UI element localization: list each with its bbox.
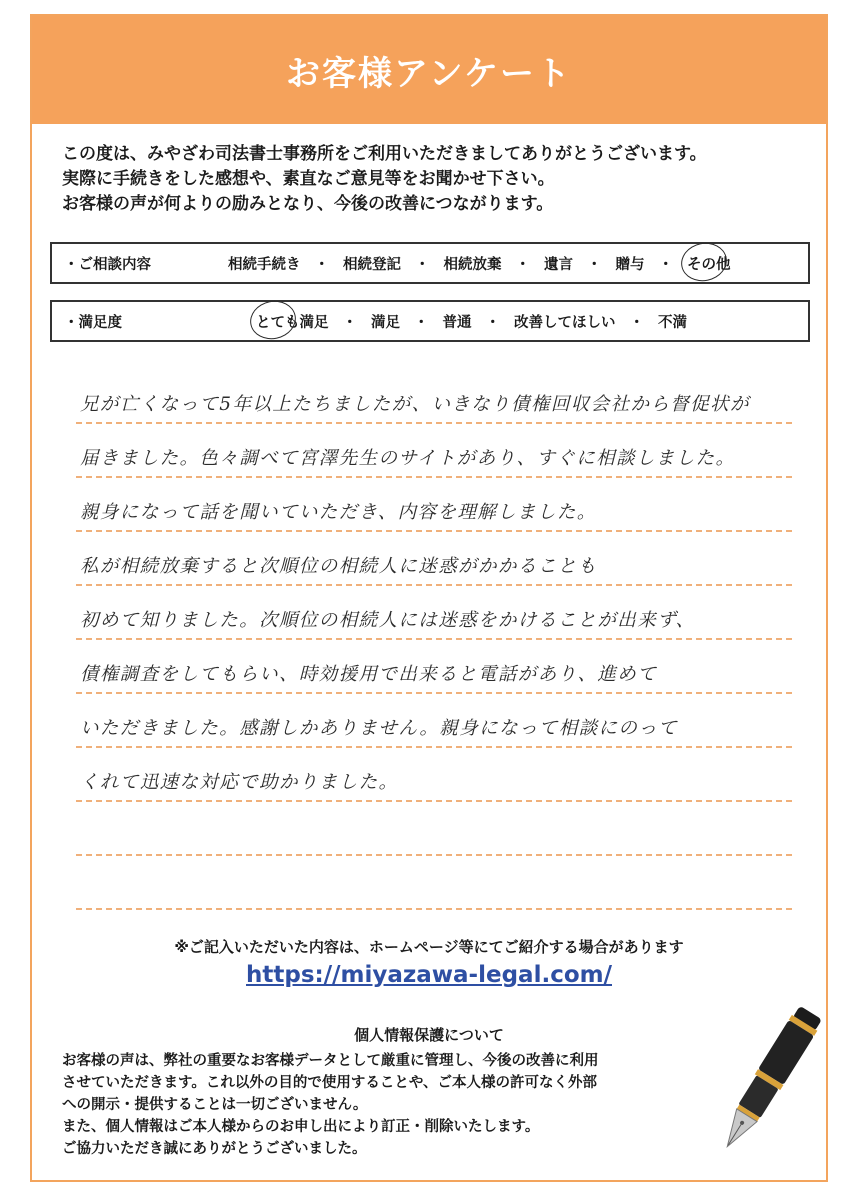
privacy-line: また、個人情報はご本人様からのお申し出により訂正・削除いたします。 (62, 1119, 540, 1135)
comment-line (76, 640, 792, 694)
comment-line (76, 694, 792, 748)
option-souzoku-tetsuzuki[interactable]: 相続手続き (228, 256, 301, 273)
privacy-line: させていただきます。これ以外の目的で使用することや、ご本人様の許可なく外部 (62, 1075, 598, 1091)
satisfaction-box (50, 300, 810, 342)
intro-line: お客様の声が何よりの励みとなり、今後の改善につながります。 (62, 194, 554, 214)
privacy-line: への開示・提供することは一切ございません。 (62, 1097, 368, 1113)
handwritten-text: 届きました。色々調べて宮澤先生のサイトがあり、すぐに相談しました。 (80, 448, 736, 469)
handwritten-text: 初めて知りました。次順位の相続人には迷惑をかけることが出来ず、 (80, 610, 696, 631)
handwritten-text: いただきました。感謝しかありません。親身になって相談にのって (80, 718, 678, 739)
fountain-pen-icon (712, 998, 822, 1172)
intro-line: この度は、みやざわ司法書士事務所をご利用いただきましてありがとうございます。 (62, 144, 707, 164)
comment-line (76, 478, 792, 532)
separator: ・ (587, 256, 602, 273)
option-fuman[interactable]: 不満 (658, 314, 687, 331)
separator: ・ (414, 314, 429, 331)
separator: ・ (515, 256, 530, 273)
separator: ・ (629, 314, 644, 331)
handwritten-text: 兄が亡くなって5年以上たちましたが、いきなり債権回収会社から督促状が (80, 394, 750, 415)
privacy-line: お客様の声は、弊社の重要なお客様データとして厳重に管理し、今後の改善に利用 (62, 1053, 599, 1069)
option-souzoku-houki[interactable]: 相続放棄 (443, 256, 502, 273)
header-band (32, 16, 826, 124)
consultation-label: ・ご相談内容 (64, 256, 151, 273)
website-link[interactable]: https://miyazawa-legal.com/ (246, 962, 612, 988)
intro-text (62, 142, 802, 217)
handwritten-text: くれて迅速な対応で助かりました。 (80, 772, 399, 793)
handwritten-text: 債権調査をしてもらい、時効援用で出来ると電話があり、進めて (80, 664, 658, 685)
option-manzoku[interactable]: 満足 (371, 314, 400, 331)
comment-line (76, 532, 792, 586)
privacy-title: 個人情報保護について (354, 1026, 504, 1044)
consultation-box (50, 242, 810, 284)
separator: ・ (342, 314, 357, 331)
option-totemo-manzoku-selected[interactable]: とても満足 (256, 311, 329, 332)
satisfaction-label: ・満足度 (64, 314, 122, 331)
satisfaction-options (256, 311, 687, 332)
option-sonota-selected[interactable]: その他 (687, 253, 731, 274)
comment-line (76, 748, 792, 802)
comment-line (76, 586, 792, 640)
publication-notice: ※ご記入いただいた内容は、ホームページ等にてご紹介する場合があります (174, 938, 684, 956)
separator: ・ (415, 256, 430, 273)
option-zouyo[interactable]: 贈与 (615, 256, 645, 273)
privacy-line: ご協力いただき誠にありがとうございました。 (62, 1141, 367, 1157)
option-kaizen[interactable]: 改善してほしい (514, 314, 616, 331)
option-yuigon[interactable]: 遺言 (544, 256, 573, 273)
handwritten-text: 私が相続放棄すると次順位の相続人に迷惑がかかることも (80, 556, 598, 577)
consultation-options (228, 253, 731, 274)
separator: ・ (658, 256, 673, 273)
option-souzoku-touki[interactable]: 相続登記 (343, 256, 401, 273)
intro-line: 実際に手続きをした感想や、素直なご意見等をお聞かせ下さい。 (62, 169, 555, 189)
comment-line (76, 802, 792, 856)
separator: ・ (314, 256, 329, 273)
comment-area[interactable] (76, 370, 792, 910)
separator: ・ (485, 314, 500, 331)
page-title: お客様アンケート (286, 53, 572, 94)
comment-line (76, 370, 792, 424)
comment-line (76, 856, 792, 910)
option-futsuu[interactable]: 普通 (442, 314, 472, 331)
comment-line (76, 424, 792, 478)
privacy-text (62, 1050, 712, 1160)
survey-form (30, 14, 828, 1182)
handwritten-text: 親身になって話を聞いていただき、内容を理解しました。 (80, 502, 597, 523)
